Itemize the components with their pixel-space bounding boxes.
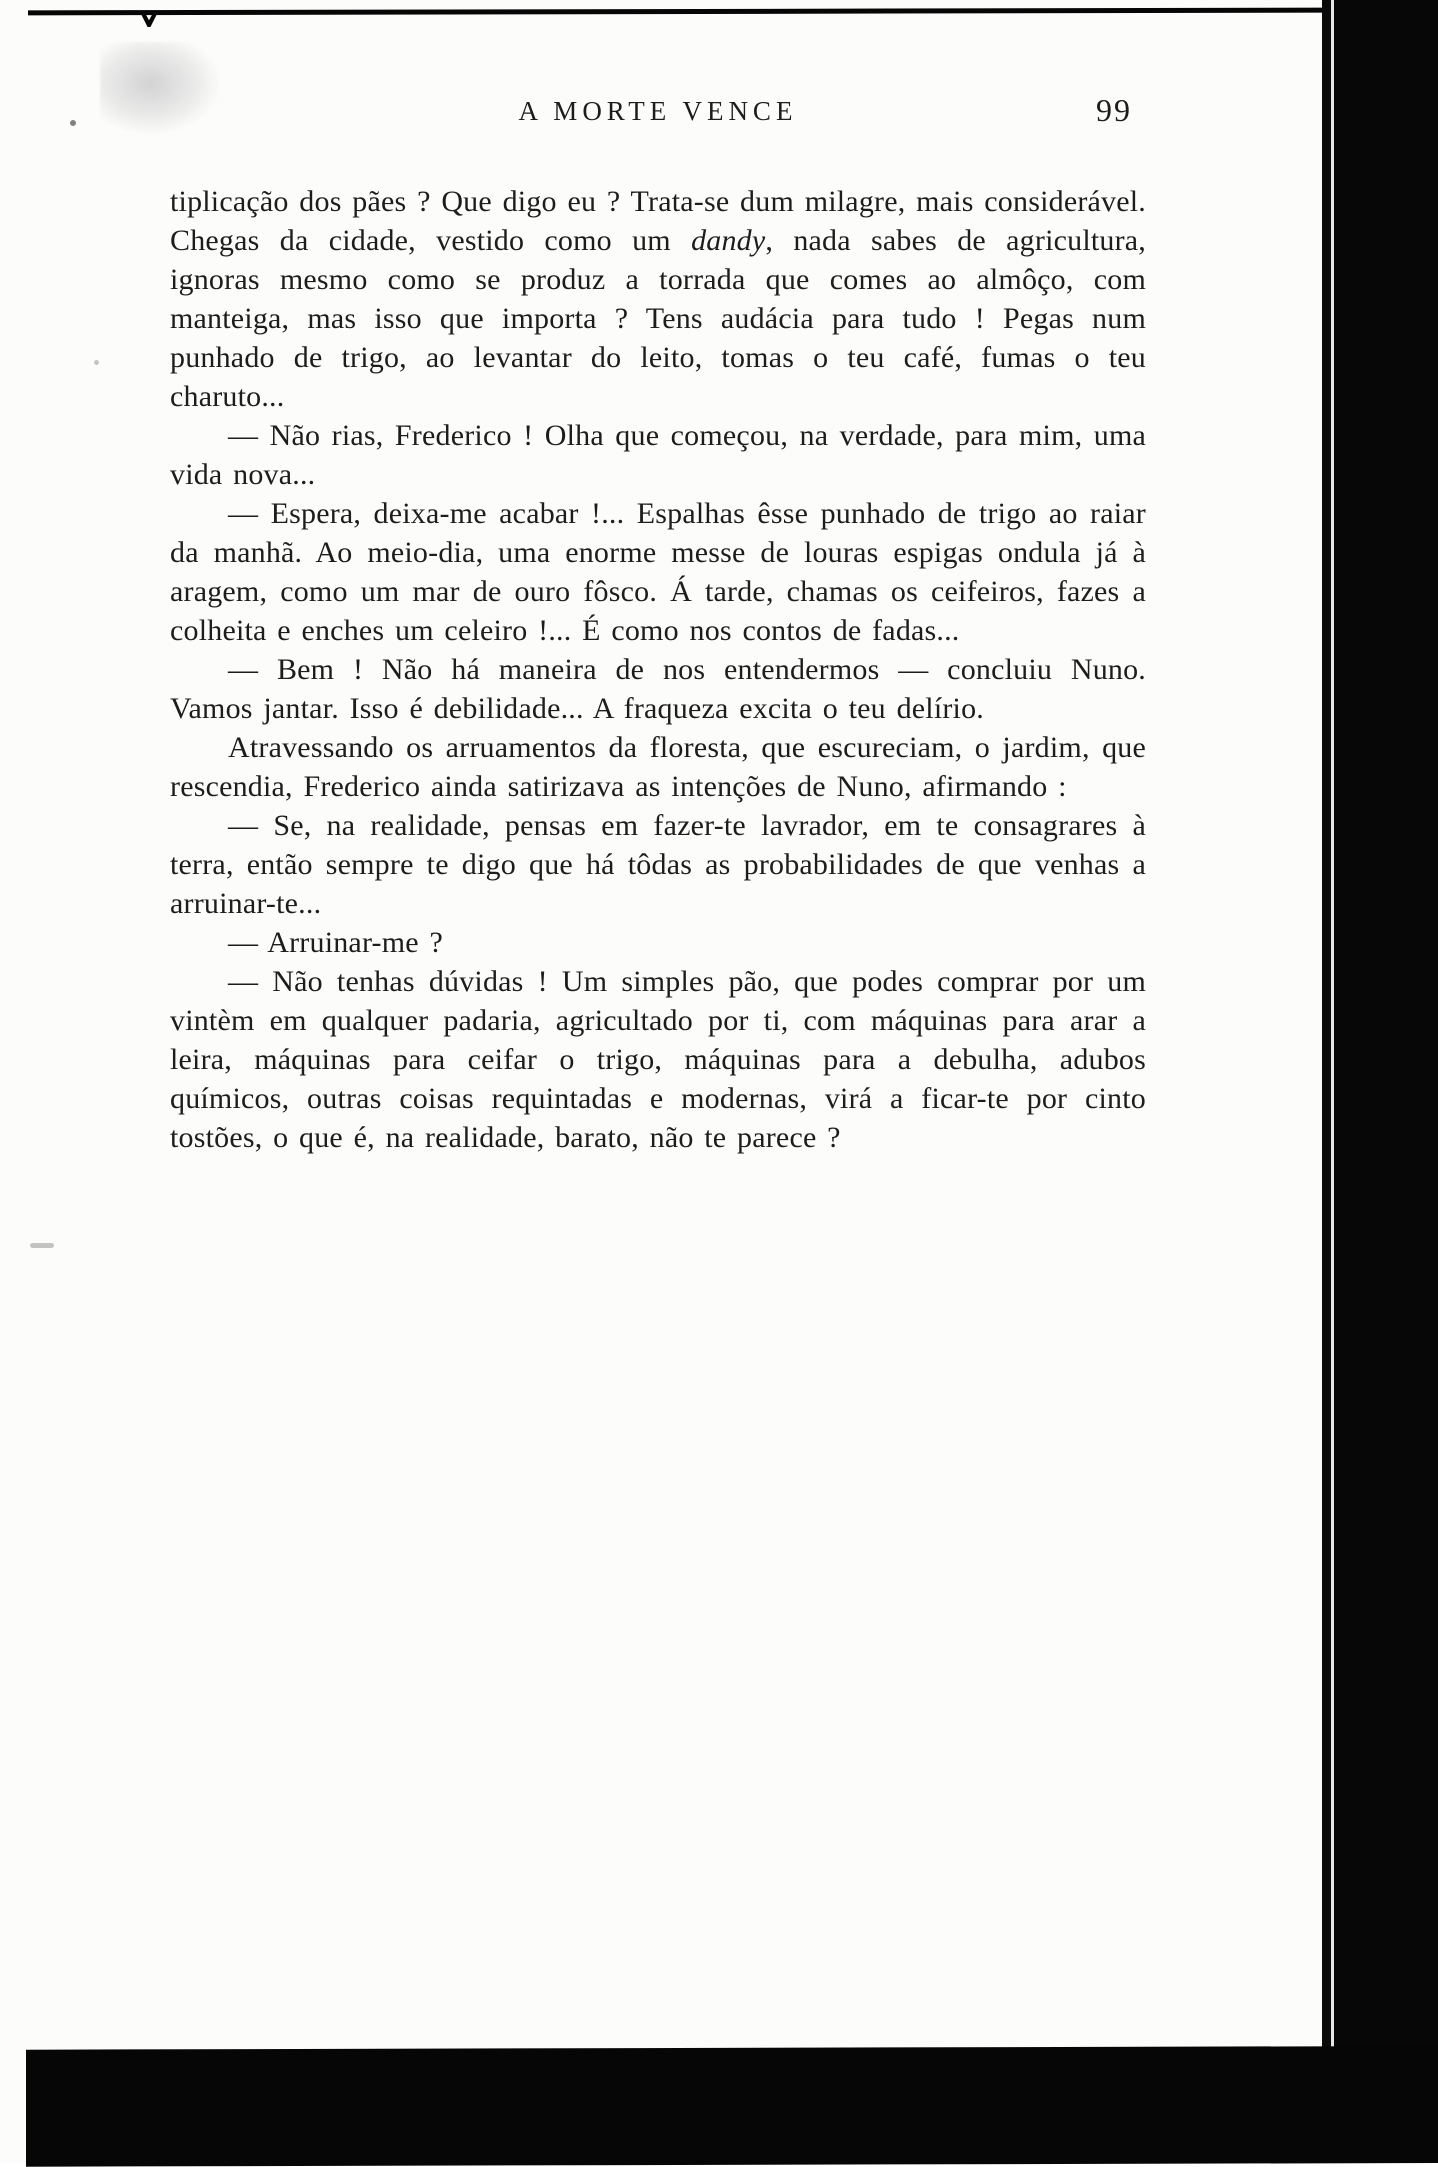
paragraph: tiplicação dos pães ? Que digo eu ? Trata-se dum milagre, mais considerável. Chegas da cidade, vestido como um dandy, nada sabes de agricultura, ignoras mesmo como se produz a torrada que comes ao almôço, com manteiga, mas isso que importa ? Tens audácia para tudo ! Pegas num punhado de trigo, ao levantar do leito, tomas o teu café, fumas o teu charuto... — [170, 185, 1147, 413]
scan-edge-right — [1322, 0, 1438, 2163]
page-body — [170, 182, 1146, 1157]
scan-edge-bottom — [26, 2046, 1438, 2167]
paragraph: — Arruinar-me ? — [228, 926, 443, 959]
scan-speck — [94, 360, 99, 365]
paragraph: — Espera, deixa-me acabar !... Espalhas êsse punhado de trigo ao raiar da manhã. Ao meio-dia, uma enorme messe de louras espigas ondula já à aragem, como um mar de ouro fôsco. Á tarde, chamas os ceifeiros, fazes a colheita e enches um celeiro !... É como nos contos de fadas... — [170, 497, 1146, 647]
page-header — [170, 92, 1146, 136]
paragraph: — Bem ! Não há maneira de nos entendermos — concluiu Nuno. Vamos jantar. Isso é debilidade... A fraqueza excita o teu delírio. — [170, 653, 1146, 725]
scan-speck — [30, 1243, 54, 1248]
paragraph: — Se, na realidade, pensas em fazer-te lavrador, em te consagrares à terra, então sempre te digo que há tôdas as probabilidades de que venhas a arruinar-te... — [170, 809, 1146, 920]
scan-speck — [70, 120, 76, 126]
page-number: 99 — [1096, 92, 1132, 128]
running-title: A MORTE VENCE — [518, 96, 798, 126]
book-page — [170, 0, 1146, 1157]
paragraph: — Não tenhas dúvidas ! Um simples pão, que podes comprar por um vintèm em qualquer padaria, agricultado por ti, com máquinas para arar a leira, máquinas para ceifar o trigo, máquinas para a debulha, adubos químicos, outras coisas requintadas e modernas, virá a ficar-te por cinto tostões, o que é, na realidade, barato, não te parece ? — [170, 965, 1146, 1154]
paragraph: — Não rias, Frederico ! Olha que começou, na verdade, para mim, uma vida nova... — [170, 419, 1146, 491]
paragraph: Atravessando os arruamentos da floresta, que escureciam, o jardim, que rescendia, Frederico ainda satirizava as intenções de Nuno, afirmando : — [170, 731, 1146, 803]
